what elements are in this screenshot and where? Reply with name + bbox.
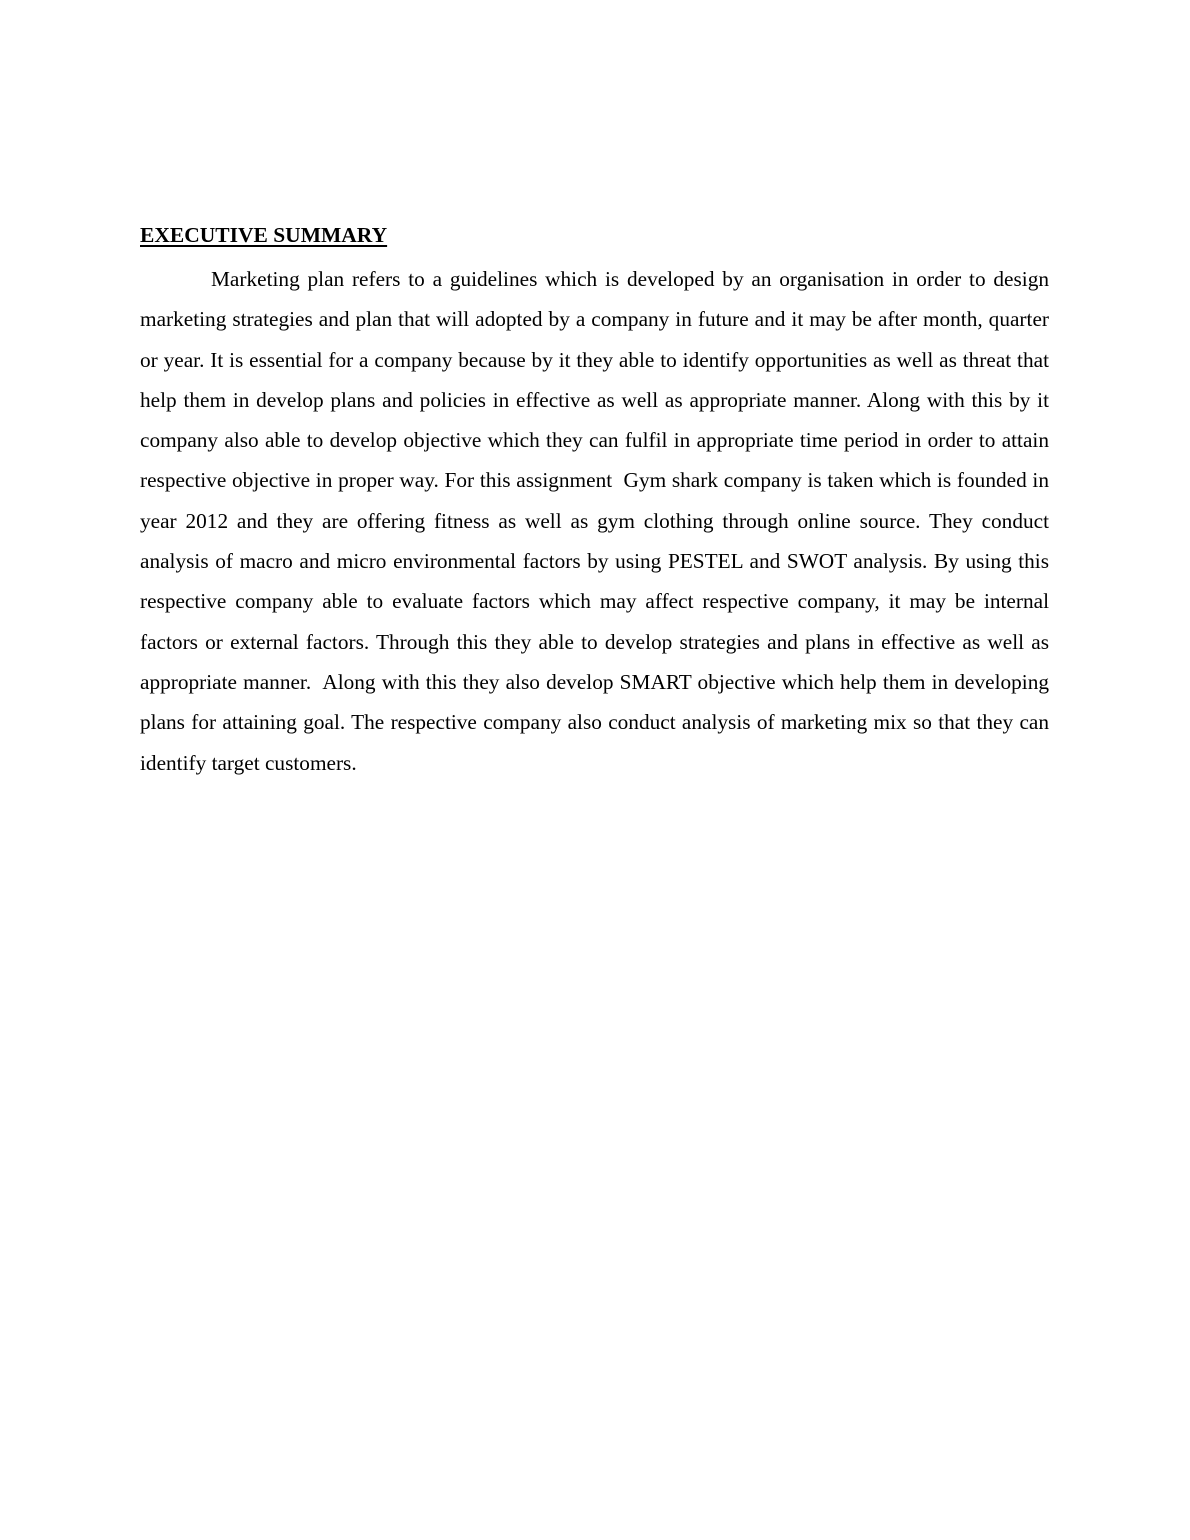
body-paragraph: Marketing plan refers to a guidelines which is developed by an organisation in order to design marketing strategies and plan that will adopted by a company in future and it may be after month, quarter or year. It is essential for a company because by it they able to identify opportunities as well as threat that help them in develop plans and policies in effective as well as appropriate manner. Along with this by it company also able to develop objective which they can fulfil in appropriate time period in order to attain respective objective in proper way. For this assignment Gym shark company is taken which is founded in year 2012 and they are offering fitness as well as gym clothing through online source. They conduct analysis of macro and micro environmental factors by using PESTEL and SWOT analysis. By using this respective company able to evaluate factors which may affect respective company, it may be internal factors or external factors. Through this they able to develop strategies and plans in effective as well as appropriate manner. Along with this they also develop SMART objective which help them in developing plans for attaining goal. The respective company also conduct analysis of marketing mix so that they can identify target customers. — [140, 267, 1055, 775]
section-heading: EXECUTIVE SUMMARY — [140, 223, 388, 247]
document-content — [140, 220, 1055, 783]
